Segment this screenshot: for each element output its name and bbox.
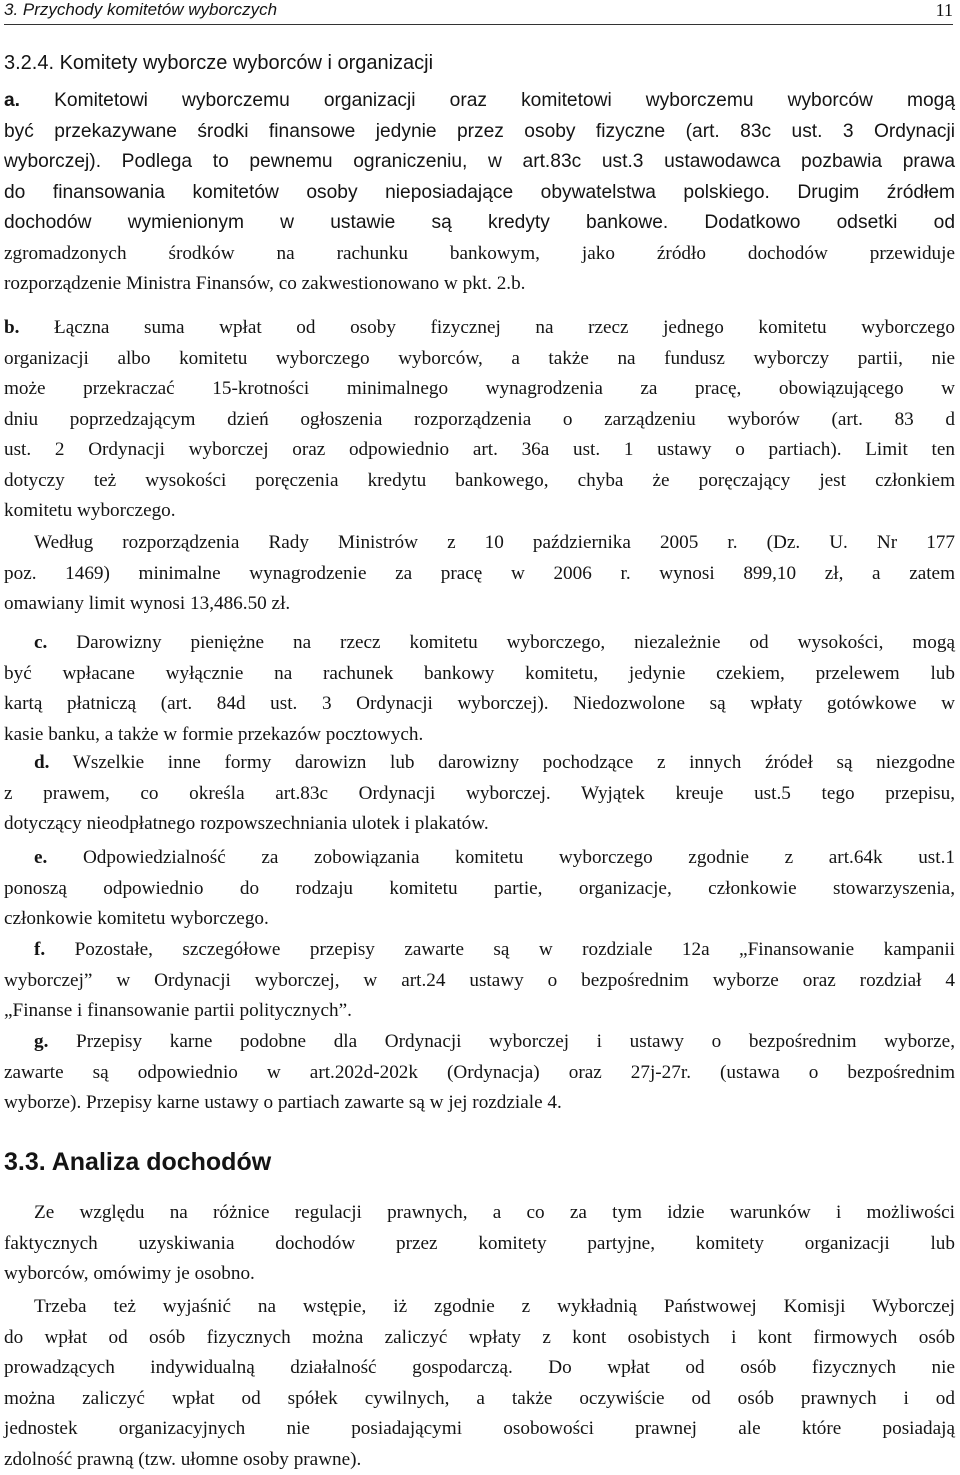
paragraph-label: d. bbox=[34, 752, 49, 773]
paragraph-line: z prawem, co określa art.83c Ordynacji wyborczej. Wyjątek kreuje ust.5 tego przepisu, bbox=[4, 779, 955, 810]
paragraph-a bbox=[4, 86, 955, 300]
paragraph-c-cont bbox=[4, 659, 955, 751]
paragraph-line: być przekazywane środki finansowe jedynie przez osoby fizyczne (art. 83c ust. 3 Ordynacji bbox=[4, 117, 955, 148]
paragraph-line: ponoszą odpowiednio do rodzaju komitetu partie, organizacje, członkowie stowarzyszenia, bbox=[4, 874, 955, 905]
header-rule bbox=[4, 24, 953, 25]
paragraph-b bbox=[4, 313, 955, 527]
paragraph-g bbox=[4, 1027, 955, 1058]
paragraph-f-cont bbox=[4, 966, 955, 1027]
paragraph-line: może przekraczać 15-krotności minimalnego wynagrodzenia za pracę, obowiązującego w bbox=[4, 374, 955, 405]
paragraph-line: dochodów wymienionym w ustawie są kredyty bankowe. Dodatkowo odsetki od bbox=[4, 208, 955, 239]
paragraph-f bbox=[4, 935, 955, 966]
paragraph-c bbox=[4, 628, 955, 659]
paragraph-line: f. Pozostałe, szczegółowe przepisy zawarte są w rozdziale 12a „Finansowanie kampanii bbox=[34, 935, 955, 966]
paragraph-line: kasie banku, a także w formie przekazów pocztowych. bbox=[4, 720, 955, 751]
paragraph-line: dotyczący nieodpłatnego rozpowszechniania ulotek i plakatów. bbox=[4, 809, 955, 840]
paragraph-line: poz. 1469) minimalne wynagrodzenie za pracę w 2006 r. wynosi 899,10 zł, a zatem bbox=[4, 559, 955, 590]
paragraph-line: zawarte są odpowiednio w art.202d-202k (Ordynacja) oraz 27j-27r. (ustawa o bezpośrednim bbox=[4, 1058, 955, 1089]
paragraph-line: zgromadzonych środków na rachunku bankowym, jako źródło dochodów przewiduje bbox=[4, 239, 955, 270]
paragraph-label: b. bbox=[4, 317, 19, 338]
paragraph-line: „Finanse i finansowanie partii politycznych”. bbox=[4, 996, 955, 1027]
paragraph-line: b. Łączna suma wpłat od osoby fizycznej na rzecz jednego komitetu wyborczego bbox=[4, 313, 955, 344]
paragraph-line: kartą płatniczą (art. 84d ust. 3 Ordynacji wyborczej). Niedozwolone są wpłaty gotówkowe w bbox=[4, 689, 955, 720]
section-heading-3-2-4: 3.2.4. Komitety wyborcze wyborców i organizacji bbox=[4, 52, 433, 75]
paragraph-line: omawiany limit wynosi 13,486.50 zł. bbox=[4, 589, 955, 620]
paragraph-d-cont bbox=[4, 779, 955, 840]
paragraph-line: wyborze). Przepisy karne ustawy o partiach zawarte są w jej rozdziale 4. bbox=[4, 1088, 955, 1119]
paragraph-line: wyborczej” w Ordynacji wyborczej, w art.24 ustawy o bezpośrednim wyborze oraz rozdział 4 bbox=[4, 966, 955, 997]
paragraph-line: zdolność prawną (tzw. ułomne osoby prawne). bbox=[4, 1445, 955, 1475]
paragraph-line: organizacji albo komitetu wyborczego wyborców, a także na fundusz wyborczy partii, nie bbox=[4, 344, 955, 375]
paragraph-trzeba-cont bbox=[4, 1323, 955, 1475]
section-heading-3-3: 3.3. Analiza dochodów bbox=[4, 1148, 271, 1177]
paragraph-line: dniu poprzedzającym dzień ogłoszenia rozporządzenia o zarządzeniu wyborów (art. 83 d bbox=[4, 405, 955, 436]
paragraph-line: e. Odpowiedzialność za zobowiązania komitetu wyborczego zgodnie z art.64k ust.1 bbox=[34, 843, 955, 874]
paragraph-line: można zaliczyć wpłat od spółek cywilnych, a także oczywiście od osób prawnych i od bbox=[4, 1384, 955, 1415]
paragraph-label: e. bbox=[34, 847, 47, 868]
paragraph-wedlug-cont bbox=[4, 559, 955, 620]
running-header bbox=[4, 0, 953, 24]
paragraph-line: być wpłacane wyłącznie na rachunek bankowy komitetu, jedynie czekiem, przelewem lub bbox=[4, 659, 955, 690]
paragraph-ze-wzgledu-cont bbox=[4, 1229, 955, 1290]
paragraph-line: c. Darowizny pieniężne na rzecz komitetu wyborczego, niezależnie od wysokości, mogą bbox=[34, 628, 955, 659]
paragraph-line: ust. 2 Ordynacji wyborczej oraz odpowiednio art. 36a ust. 1 ustawy o partiach). Limit ten bbox=[4, 435, 955, 466]
paragraph-line: jednostek organizacyjnych nie posiadającymi osobowości prawnej ale które posiadają bbox=[4, 1414, 955, 1445]
paragraph-ze-wzgledu bbox=[4, 1198, 955, 1229]
page-number: 11 bbox=[936, 0, 953, 21]
paragraph-line: do finansowania komitetów osoby nieposiadające obywatelstwa polskiego. Drugim źródłem bbox=[4, 178, 955, 209]
paragraph-line: do wpłat od osób fizycznych można zaliczyć wpłaty z kont osobistych i kont firmowych osób bbox=[4, 1323, 955, 1354]
paragraph-line: Trzeba też wyjaśnić na wstępie, iż zgodnie z wykładnią Państwowej Komisji Wyborczej bbox=[34, 1292, 955, 1323]
paragraph-e-cont bbox=[4, 874, 955, 935]
paragraph-line: a. Komitetowi wyborczemu organizacji oraz komitetowi wyborczemu wyborców mogą bbox=[4, 86, 955, 117]
paragraph-wedlug bbox=[4, 528, 955, 559]
running-header-title: 3. Przychody komitetów wyborczych bbox=[4, 0, 277, 20]
paragraph-trzeba bbox=[4, 1292, 955, 1323]
paragraph-line: dotyczy też wysokości poręczenia kredytu bankowego, chyba że poręczający jest członkiem bbox=[4, 466, 955, 497]
paragraph-label: a. bbox=[4, 90, 20, 111]
paragraph-label: g. bbox=[34, 1031, 48, 1052]
paragraph-line: g. Przepisy karne podobne dla Ordynacji wyborczej i ustawy o bezpośrednim wyborze, bbox=[34, 1027, 955, 1058]
paragraph-line: rozporządzenie Ministra Finansów, co zakwestionowano w pkt. 2.b. bbox=[4, 269, 955, 300]
paragraph-line: wyborczej). Podlega to pewnemu ograniczeniu, w art.83c ust.3 ustawodawca pozbawia prawa bbox=[4, 147, 955, 178]
paragraph-line: d. Wszelkie inne formy darowizn lub darowizny pochodzące z innych źródeł są niezgodne bbox=[34, 748, 955, 779]
paragraph-line: Ze względu na różnice regulacji prawnych, a co za tym idzie warunków i możliwości bbox=[34, 1198, 955, 1229]
paragraph-label: c. bbox=[34, 632, 47, 653]
paragraph-e bbox=[4, 843, 955, 874]
paragraph-g-cont bbox=[4, 1058, 955, 1119]
paragraph-line: Według rozporządzenia Rady Ministrów z 10 października 2005 r. (Dz. U. Nr 177 bbox=[34, 528, 955, 559]
paragraph-label: f. bbox=[34, 939, 45, 960]
paragraph-d bbox=[4, 748, 955, 779]
paragraph-line: prowadzących indywidualną działalność gospodarczą. Do wpłat od osób fizycznych nie bbox=[4, 1353, 955, 1384]
paragraph-line: wyborców, omówimy je osobno. bbox=[4, 1259, 955, 1290]
paragraph-line: członkowie komitetu wyborczego. bbox=[4, 904, 955, 935]
paragraph-line: faktycznych uzyskiwania dochodów przez komitety partyjne, komitety organizacji lub bbox=[4, 1229, 955, 1260]
paragraph-line: komitetu wyborczego. bbox=[4, 496, 955, 527]
